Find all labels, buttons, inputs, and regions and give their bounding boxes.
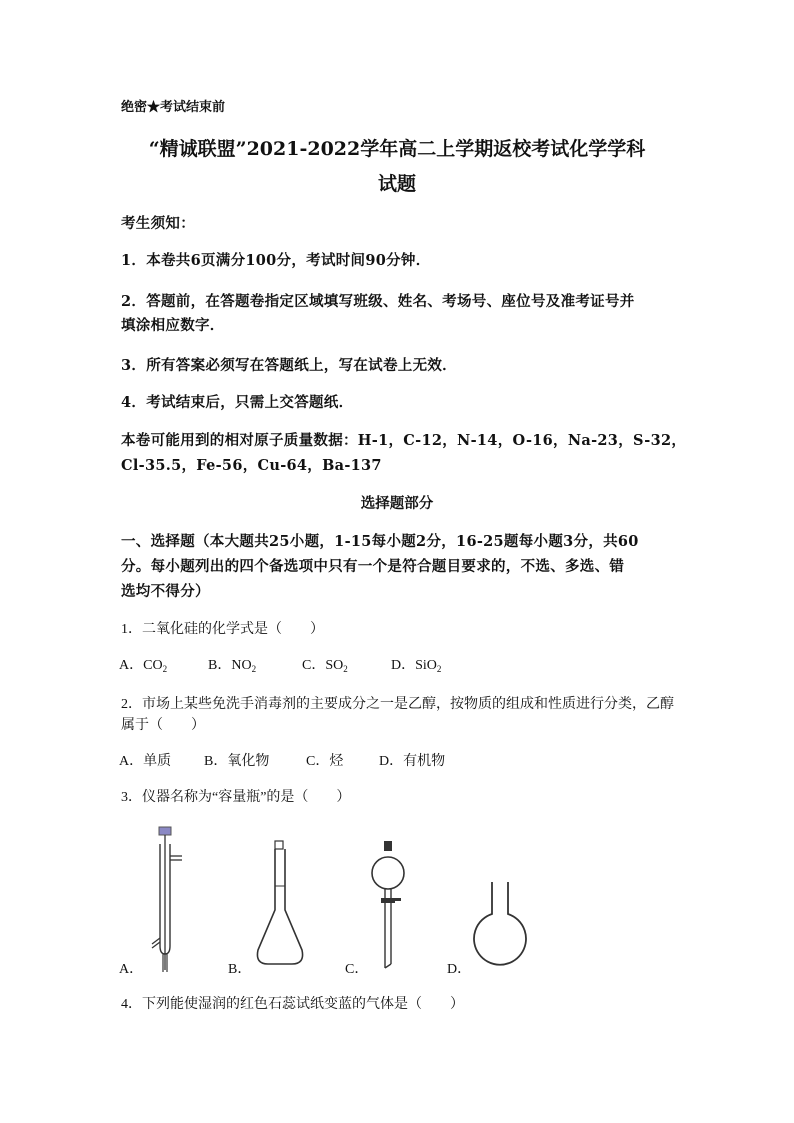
section-intro: 一、选择题（本大题共25小题，1-15每小题2分，16-25题每小题3分，共60 [121, 533, 639, 550]
question-1-option-a: A．$CO_2$ [119, 658, 168, 674]
confidential-label: 绝密★考试结束前 [121, 100, 226, 115]
question-1-option-b: B．$NO_2$ [208, 658, 257, 674]
question-3-option-c: C． [345, 962, 369, 977]
atomic-mass-line-cont: Cl-35.5，Fe-56，Cu-64，Ba-137 [121, 457, 382, 474]
separatory-funnel-icon [368, 840, 408, 977]
page-title: “精诚联盟”2021-2022学年高二上学期返校考试化学学科 [148, 138, 646, 160]
question-3-option-a: A． [119, 962, 144, 977]
question-1-stem: 1．二氧化硅的化学式是（ ） [121, 622, 324, 637]
question-2-option-b: B．氧化物 [204, 754, 270, 769]
notice-heading: 考生须知： [121, 215, 195, 232]
round-bottom-flask-icon [470, 880, 530, 977]
volumetric-flask-icon [252, 840, 308, 975]
question-3-option-b: B． [228, 962, 252, 977]
question-1-option-c: C．$SO_2$ [302, 658, 348, 674]
question-2-stem: 2．市场上某些免洗手消毒剂的主要成分之一是乙醇，按物质的组成和性质进行分类，乙醇 [121, 697, 674, 712]
question-1-option-d: D．SiO$_2$ [391, 658, 442, 674]
page-title-cont: 试题 [377, 173, 416, 195]
atomic-mass-line: 本卷可能用到的相对原子质量数据：H-1，C-12，N-14，O-16，Na-23，S-32， [121, 432, 687, 449]
question-2-option-c: C．烃 [306, 754, 344, 769]
question-3-option-d: D． [447, 962, 472, 977]
notice-item-2: 2．答题前，在答题卷指定区域填写班级、姓名、考场号、座位号及准考证号并 [121, 293, 635, 310]
notice-item-2-cont: 填涂相应数字． [121, 317, 225, 334]
section-intro-cont: 分。每小题列出的四个备选项中只有一个是符合题目要求的，不选、多选、错 [121, 558, 625, 575]
question-2-option-a: A．单质 [119, 754, 172, 769]
question-2-option-d: D．有机物 [379, 754, 446, 769]
section-intro-cont2: 选均不得分） [121, 583, 210, 600]
notice-item-1: 1．本卷共6页满分100分，考试时间90分钟． [121, 252, 431, 269]
question-3-stem: 3．仪器名称为“容量瓶”的是（ ） [121, 790, 351, 805]
question-4-stem: 4．下列能使湿润的红色石蕊试纸变蓝的气体是（ ） [121, 997, 464, 1012]
section-title: 选择题部分 [360, 495, 434, 512]
notice-item-4: 4．考试结束后，只需上交答题纸． [121, 394, 354, 411]
condenser-icon [148, 826, 192, 981]
notice-item-3: 3．所有答案必须写在答题纸上，写在试卷上无效． [121, 357, 457, 374]
question-2-stem-cont: 属于（ ） [121, 718, 205, 733]
